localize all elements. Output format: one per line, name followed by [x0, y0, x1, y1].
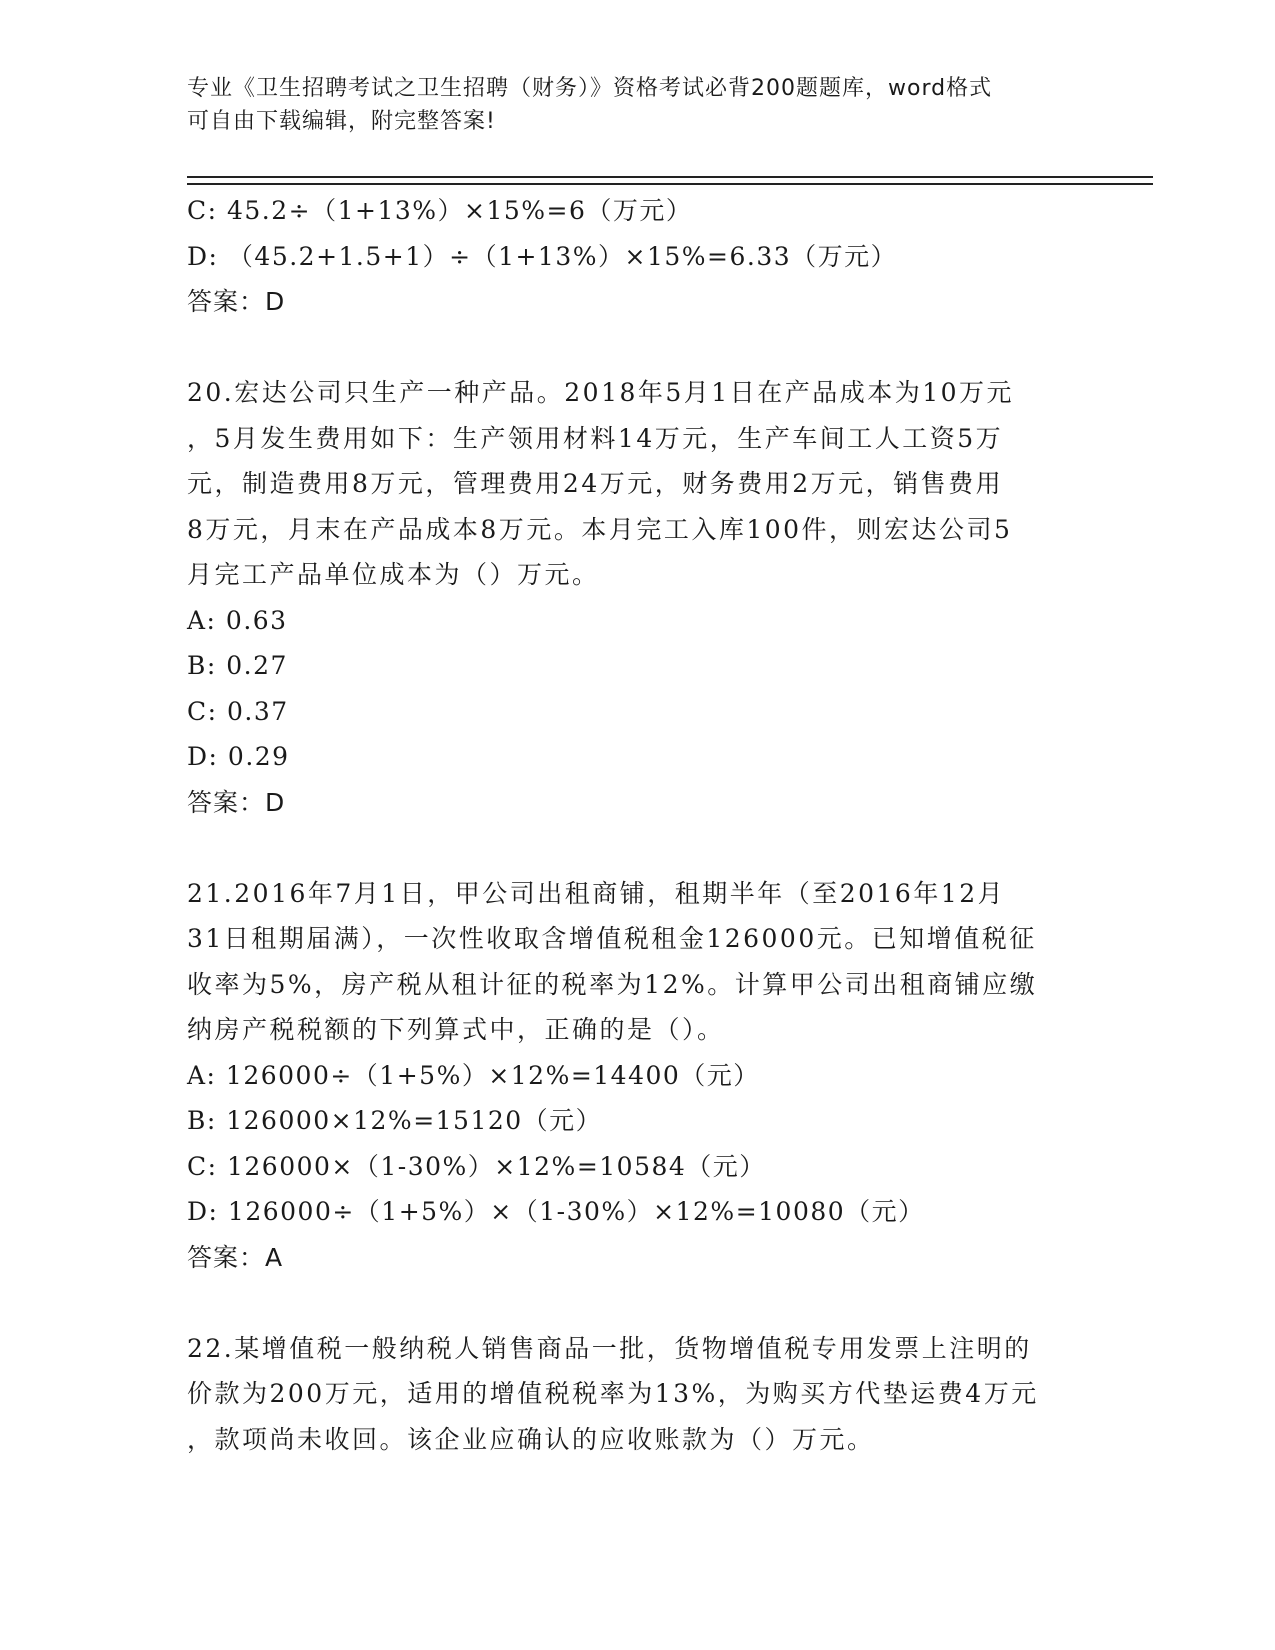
answer-label: 答案：D: [187, 787, 286, 817]
document-body: [187, 188, 1087, 1462]
question-21: [187, 871, 1087, 1281]
question-stem-line: 21.2016年7月1日，甲公司出租商铺，租期半年（至2016年12月: [187, 878, 1006, 908]
header-rule-top: [187, 176, 1153, 178]
question-stem-line: ，款项尚未收回。该企业应确认的应收账款为（）万元。: [187, 1424, 875, 1454]
question-stem-line: 20.宏达公司只生产一种产品。2018年5月1日在产品成本为10万元: [187, 378, 1015, 407]
question-stem-line: 31日租期届满），一次性收取含增值税租金126000元。已知增值税征: [187, 924, 1037, 953]
question-stem-line: 价款为200万元，适用的增值税税率为13%，为购买方代垫运费4万元: [187, 1379, 1039, 1408]
option-d: D: （45.2+1.5+1）÷（1+13%）×15%=6.33（万元）: [187, 241, 898, 271]
question-19-tail: [187, 188, 1087, 325]
document-header: [187, 72, 1087, 138]
question-stem-line: 元，制造费用8万元，管理费用24万元，财务费用2万元，销售费用: [187, 469, 1004, 498]
option-a: A: 0.63: [187, 605, 288, 635]
header-rule-bottom: [187, 183, 1153, 185]
question-20: [187, 370, 1087, 825]
question-stem-line: 纳房产税税额的下列算式中，正确的是（）。: [187, 1015, 725, 1044]
option-d: D: 0.29: [187, 742, 290, 771]
answer-label: 答案：D: [187, 287, 286, 316]
question-stem-line: 8万元，月末在产品成本8万元。本月完工入库100件，则宏达公司5: [187, 514, 1013, 544]
question-stem-line: 月完工产品单位成本为（）万元。: [187, 560, 600, 589]
option-c: C: 126000×（1-30%）×12%=10584（元）: [187, 1151, 766, 1181]
option-a: A: 126000÷（1+5%）×12%=14400（元）: [187, 1060, 760, 1090]
option-c: C: 0.37: [187, 696, 289, 726]
spacer: [187, 1280, 1087, 1326]
spacer: [187, 325, 1087, 371]
option-b: B: 0.27: [187, 651, 288, 680]
header-line-1: 专业《卫生招聘考试之卫生招聘（财务）》资格考试必背200题题库，word格式: [187, 76, 993, 101]
header-line-2: 可自由下载编辑，附完整答案!: [187, 109, 496, 134]
question-22: [187, 1326, 1087, 1463]
question-stem-line: 收率为5%，房产税从租计征的税率为12%。计算甲公司出租商铺应缴: [187, 969, 1038, 999]
option-b: B: 126000×12%=15120（元）: [187, 1106, 603, 1135]
option-c: C: 45.2÷（1+13%）×15%=6（万元）: [187, 196, 693, 225]
question-stem-line: ，5月发生费用如下：生产领用材料14万元，生产车间工人工资5万: [187, 423, 1004, 453]
answer-label: 答案：A: [187, 1242, 284, 1272]
spacer: [187, 825, 1087, 871]
question-stem-line: 22.某增值税一般纳税人销售商品一批，货物增值税专用发票上注明的: [187, 1333, 1032, 1363]
option-d: D: 126000÷（1+5%）×（1-30%）×12%=10080（元）: [187, 1197, 925, 1226]
